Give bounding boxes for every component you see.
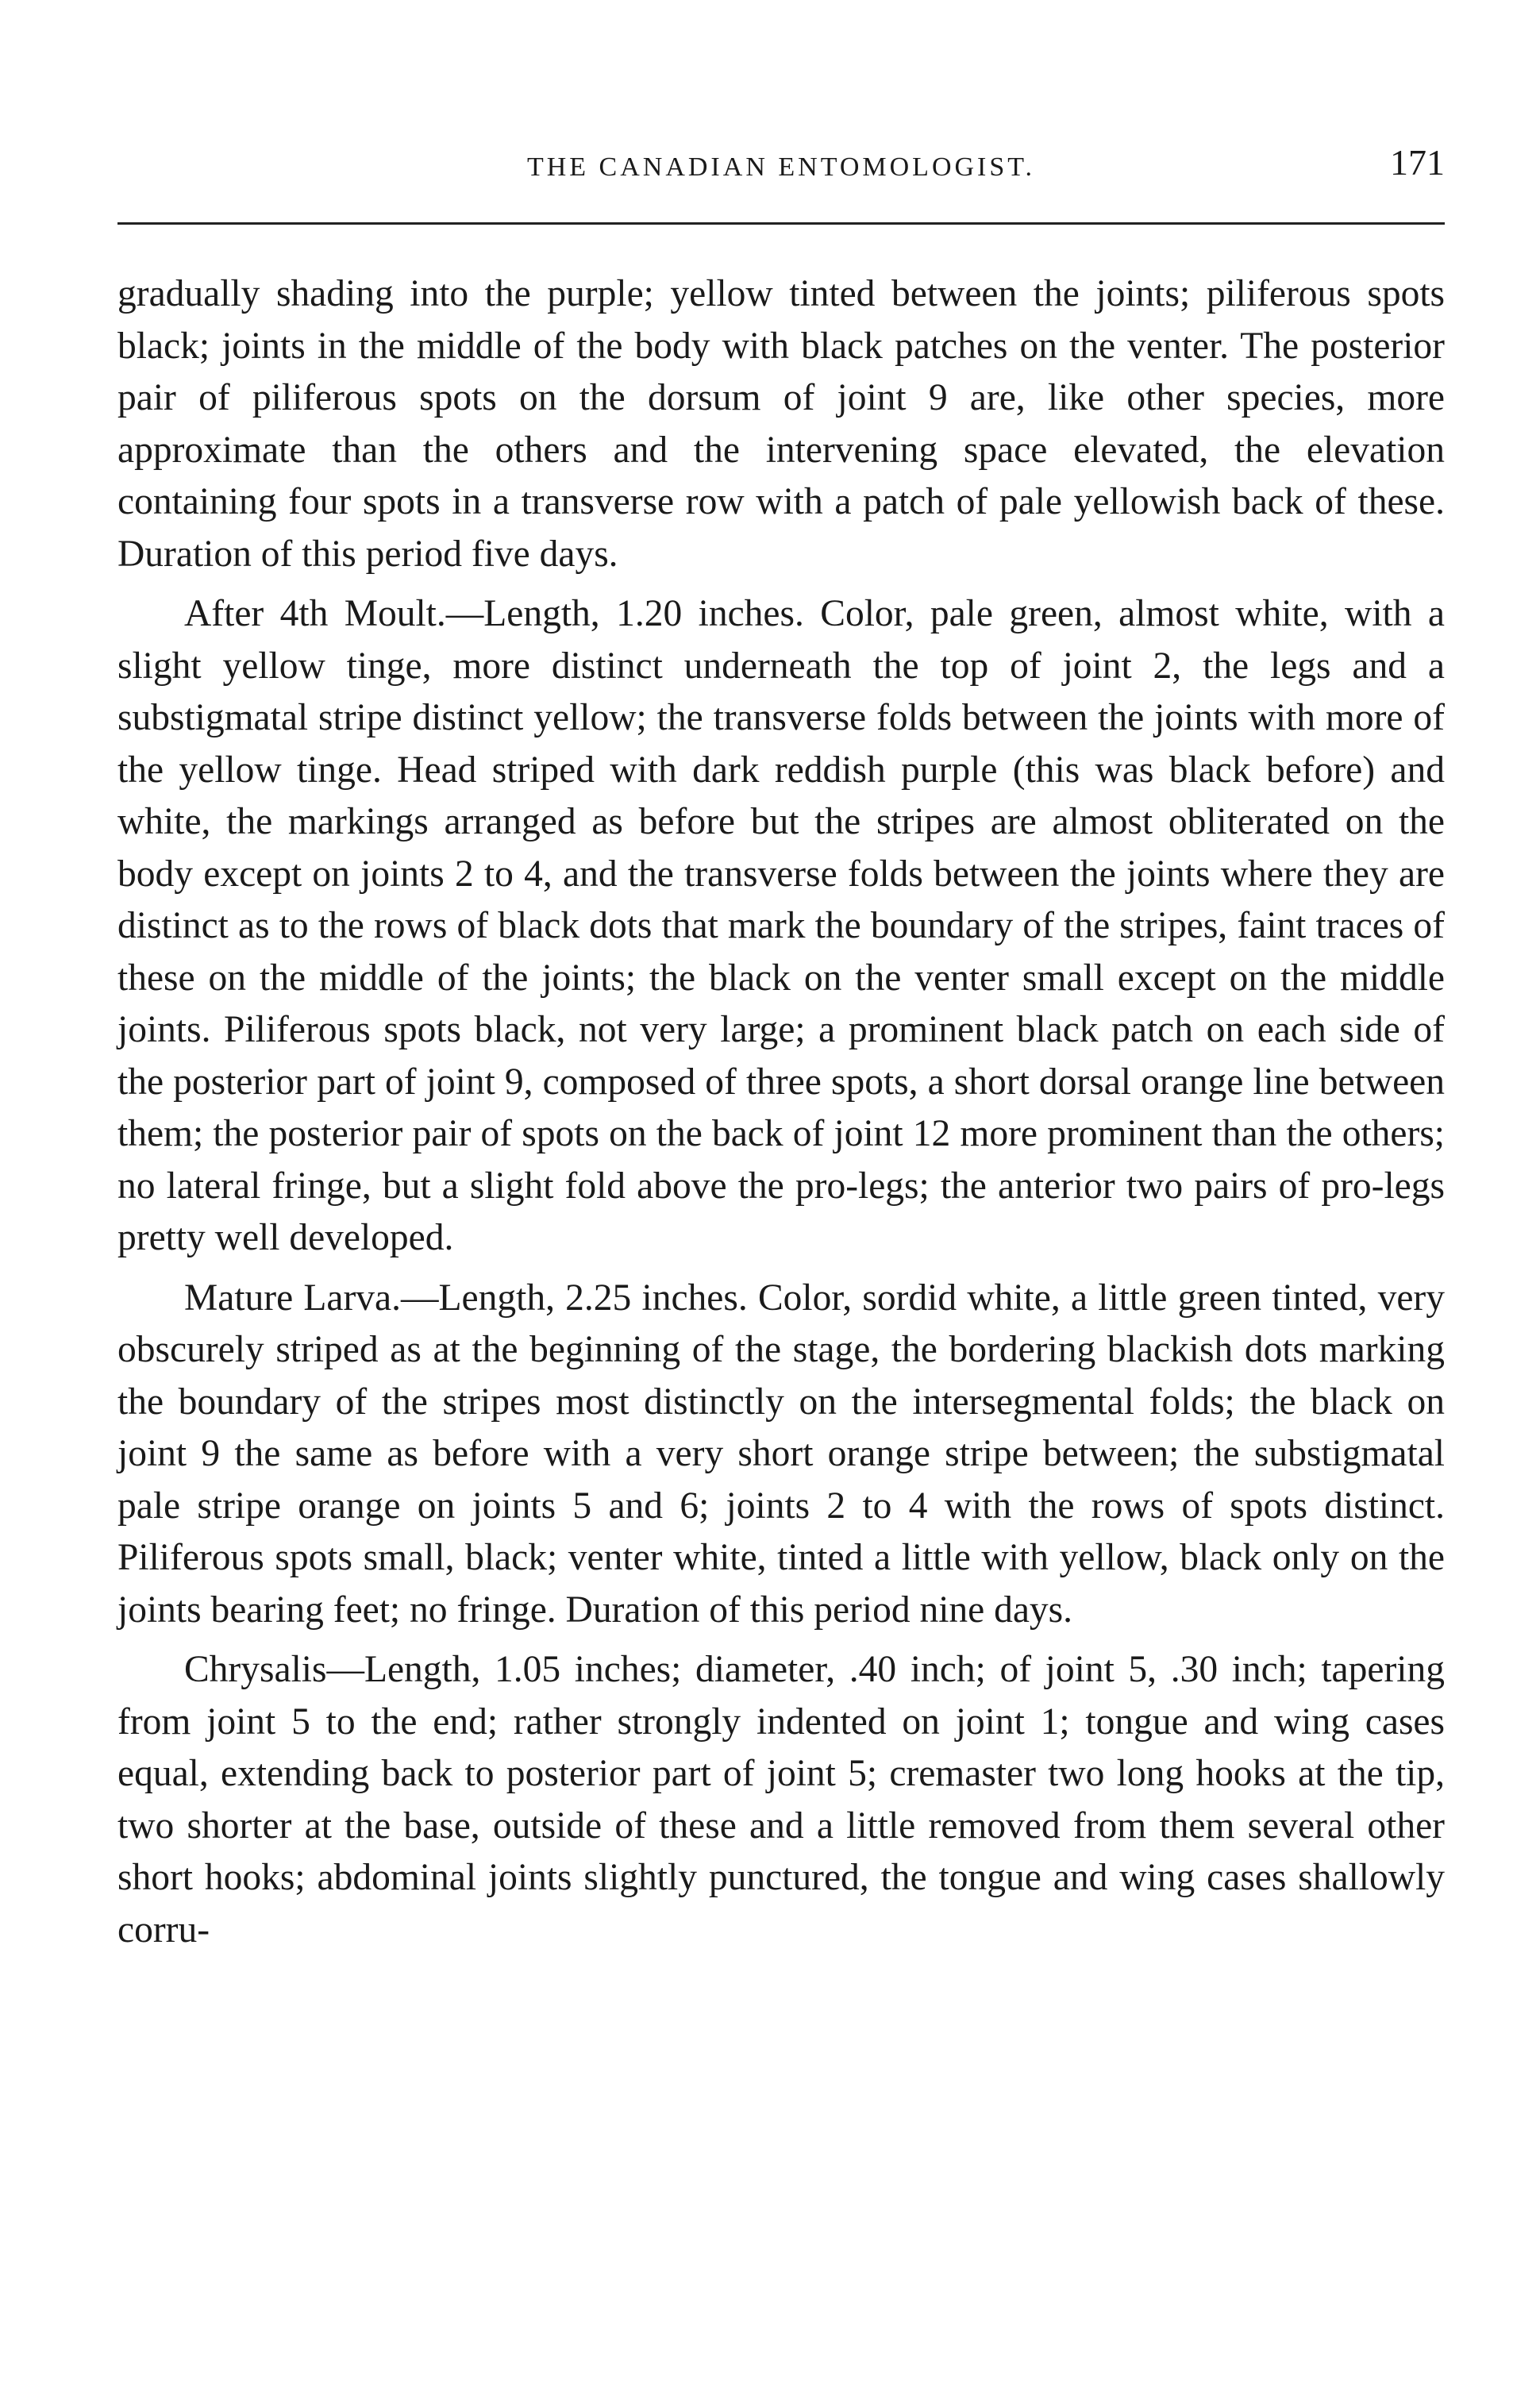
header-rule <box>117 222 1445 225</box>
book-page <box>117 127 1445 1951</box>
paragraph-mature-larva: Mature Larva.—Length, 2.25 inches. Color, sordid white, a little green tinted, very obscurely striped as at the beginning of the stage, the bordering blackish dots marking the boundary of the stripes most distinctly on the intersegmental folds; the black on joint 9 the same as before with a very short orange stripe between; the substigmatal pale stripe orange on joints 5 and 6; joints 2 to 4 with the rows of spots distinct. Piliferous spots small, black; venter white, tinted a little with yellow, black only on the joints bearing feet; no fringe. Duration of this period nine days. <box>117 1277 1445 1631</box>
running-head <box>117 127 1445 198</box>
page-number: 171 <box>1390 142 1445 183</box>
paragraph-after-fourth-moult: After 4th Moult.—Length, 1.20 inches. Color, pale green, almost white, with a slight yellow tinge, more distinct underneath the top of joint 2, the legs and a substigmatal stripe distinct yellow; the transverse folds between the joints with more of the yellow tinge. Head striped with dark reddish purple (this was black before) and white, the markings arranged as before but the stripes are almost obliterated on the body except on joints 2 to 4, and the transverse folds between the joints where they are distinct as to the rows of black dots that mark the boundary of the stripes, faint traces of these on the middle of the joints; the black on the venter small except on the middle joints. Piliferous spots black, not very large; a prominent black patch on each side of the posterior part of joint 9, composed of three spots, a short dorsal orange line between them; the posterior pair of spots on the back of joint 12 more prominent than the others; no lateral fringe, but a slight fold above the pro-legs; the anterior two pairs of pro-legs pretty well developed. <box>117 593 1445 1258</box>
paragraph-chrysalis: Chrysalis—Length, 1.05 inches; diameter, .40 inch; of joint 5, .30 inch; tapering from joint 5 to the end; rather strongly indented on joint 1; tongue and wing cases equal, extending back to posterior part of joint 5; cremaster two long hooks at the tip, two shorter at the base, outside of these and a little removed from them several other short hooks; abdominal joints slightly punctured, the tongue and wing cases shallowly corru- <box>117 1649 1445 1951</box>
paragraph-continued-description: gradually shading into the purple; yellow tinted between the joints; piliferous spots black; joints in the middle of the body with black patches on the venter. The posterior pair of piliferous spots on the dorsum of joint 9 are, like other species, more approximate than the others and the intervening space elevated, the elevation containing four spots in a transverse row with a patch of pale yellowish back of these. Duration of this period five days. <box>117 273 1445 575</box>
body-text <box>117 268 1445 1956</box>
journal-title: THE CANADIAN ENTOMOLOGIST. <box>526 152 1036 182</box>
